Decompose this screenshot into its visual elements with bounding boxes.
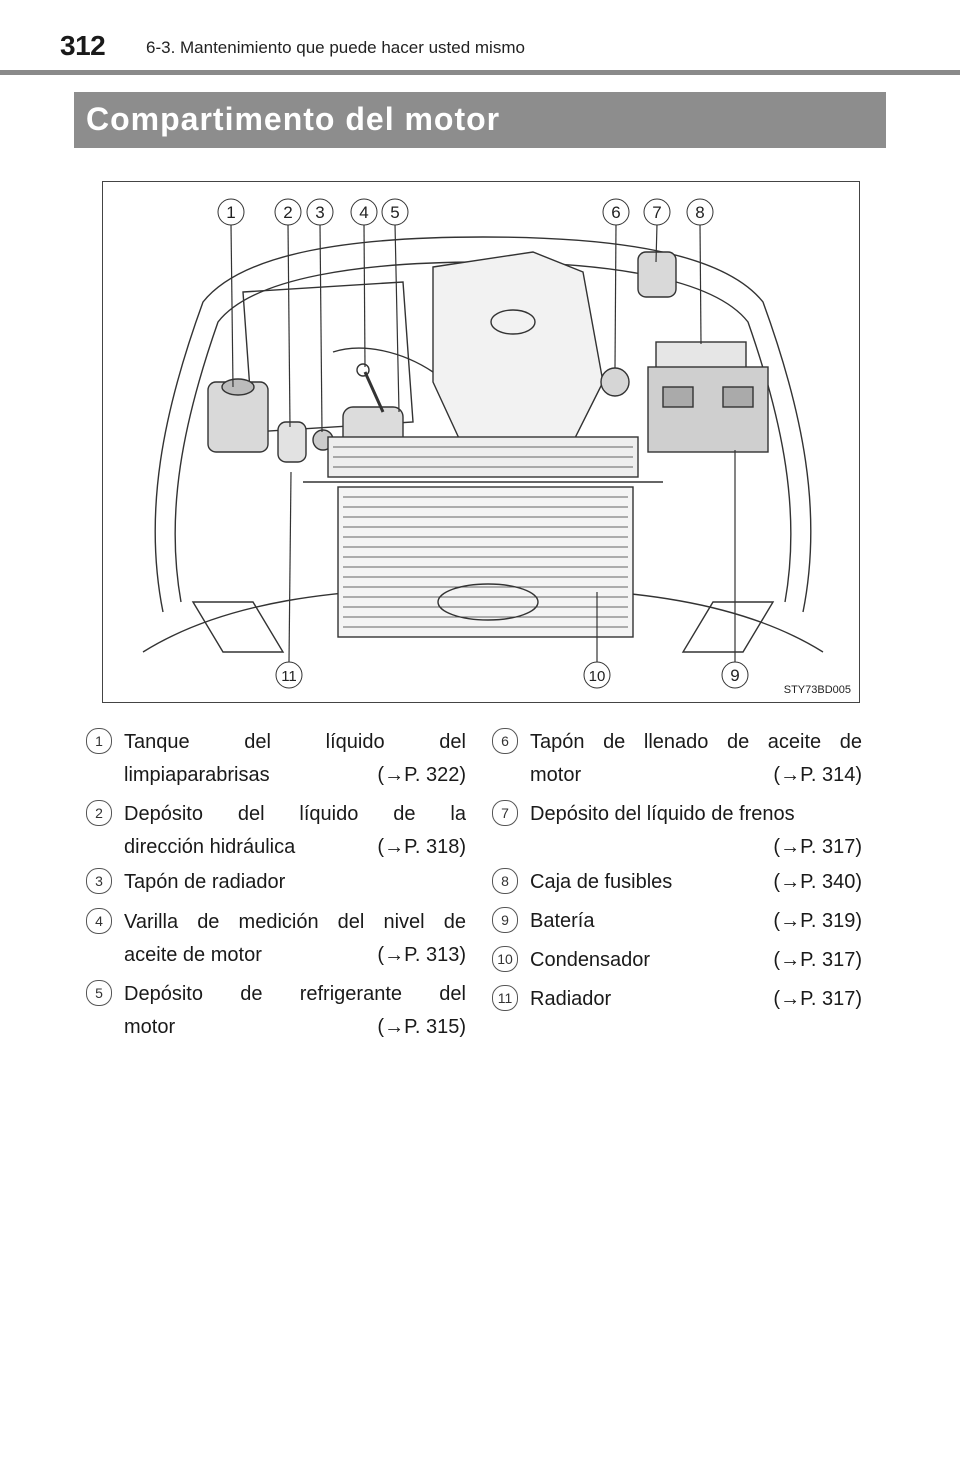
fog-lamp-right <box>683 602 773 652</box>
item-text-line: Condensador (→P. 317) <box>530 944 862 977</box>
engine-cover <box>433 252 603 447</box>
callout-6 <box>603 199 629 225</box>
callout-9 <box>722 662 748 688</box>
page-ref: (→P. 314) <box>773 764 862 786</box>
item-number: 3 <box>86 868 112 894</box>
callout-2-label: 2 <box>283 203 293 222</box>
page-ref: (→P. 319) <box>773 910 862 932</box>
callout-10-label: 10 <box>588 668 606 685</box>
callout-2 <box>275 199 301 225</box>
callout-7-label: 7 <box>652 203 662 222</box>
section-path: 6-3. Mantenimiento que puede hacer usted mismo <box>146 38 525 57</box>
battery-terminal-neg <box>663 387 693 407</box>
item-text-line: motor (→P. 314) <box>530 759 862 792</box>
brake-reservoir-shape <box>638 252 676 297</box>
callout-4 <box>351 199 377 225</box>
page-ref: (→P. 313) <box>377 944 466 966</box>
condenser-shape <box>338 487 633 637</box>
item-text-line: motor (→P. 315) <box>124 1011 466 1044</box>
item-text-line: Depósito del líquido de la <box>124 803 466 825</box>
item-text-line: Tanque del líquido del <box>124 731 466 753</box>
callout-1-label: 1 <box>226 203 236 222</box>
callout-11 <box>276 662 302 688</box>
callout-3-label: 3 <box>315 203 325 222</box>
item-text-line: Tapón de radiador <box>124 871 286 893</box>
callout-9-label: 9 <box>730 666 740 685</box>
page-ref: (→P. 318) <box>377 836 466 858</box>
page-ref: (→P. 317) <box>773 949 862 971</box>
engine-compartment-figure <box>102 181 860 703</box>
dipstick-loop <box>357 364 369 376</box>
dipstick-shape <box>365 372 383 412</box>
intake-hose <box>333 348 433 372</box>
item-number: 4 <box>86 908 112 934</box>
page-ref: (→P. 315) <box>377 1016 466 1038</box>
title-bar <box>74 92 886 148</box>
item-number: 9 <box>492 907 518 933</box>
item-text-line: dirección hidráulica (→P. 318) <box>124 831 466 864</box>
battery-terminal-pos <box>723 387 753 407</box>
callout-10 <box>584 662 610 688</box>
figure-code: STY73BD005 <box>783 684 851 696</box>
callout-5 <box>382 199 408 225</box>
item-text-line: limpiaparabrisas (→P. 322) <box>124 759 466 792</box>
item-number: 2 <box>86 800 112 826</box>
item-text-line: Radiador (→P. 317) <box>530 983 862 1016</box>
callout-8-label: 8 <box>695 203 705 222</box>
item-text-line: Depósito del líquido de frenos <box>530 803 795 825</box>
item-text-line: Depósito de refrigerante del <box>124 983 466 1005</box>
callout-8 <box>687 199 713 225</box>
item-number: 1 <box>86 728 112 754</box>
callout-5-label: 5 <box>390 203 400 222</box>
callout-4-label: 4 <box>359 203 369 222</box>
callout-6-label: 6 <box>611 203 621 222</box>
item-number: 5 <box>86 980 112 1006</box>
page-number: 312 <box>60 30 106 61</box>
callout-1 <box>218 199 244 225</box>
callout-11-label: 11 <box>281 668 297 685</box>
item-text-line: Batería (→P. 319) <box>530 905 862 938</box>
item-number: 6 <box>492 728 518 754</box>
page-ref: (→P. 317) <box>773 988 862 1010</box>
item-number: 8 <box>492 868 518 894</box>
header-rule <box>0 70 960 75</box>
item-text-line <box>530 831 862 864</box>
item-text-line: aceite de motor (→P. 313) <box>124 939 466 972</box>
item-text-line: Caja de fusibles (→P. 340) <box>530 866 862 899</box>
item-number: 7 <box>492 800 518 826</box>
callout-7 <box>644 199 670 225</box>
steering-fluid-shape <box>278 422 306 462</box>
item-text-line: Tapón de llenado de aceite de <box>530 731 862 753</box>
page-ref: (→P. 322) <box>377 764 466 786</box>
fog-lamp-left <box>193 602 283 652</box>
battery-shape <box>648 367 768 452</box>
callout-3 <box>307 199 333 225</box>
page-ref: (→P. 317) <box>773 836 862 858</box>
item-text-line: Varilla de medición del nivel de <box>124 911 466 933</box>
page-ref: (→P. 340) <box>773 871 862 893</box>
oil-cap-shape <box>601 368 629 396</box>
item-number: 10 <box>492 946 518 972</box>
item-number: 11 <box>492 985 518 1011</box>
washer-cap <box>222 379 254 395</box>
engine-illustration <box>103 182 859 702</box>
page-title: Compartimento del motor <box>86 101 501 137</box>
